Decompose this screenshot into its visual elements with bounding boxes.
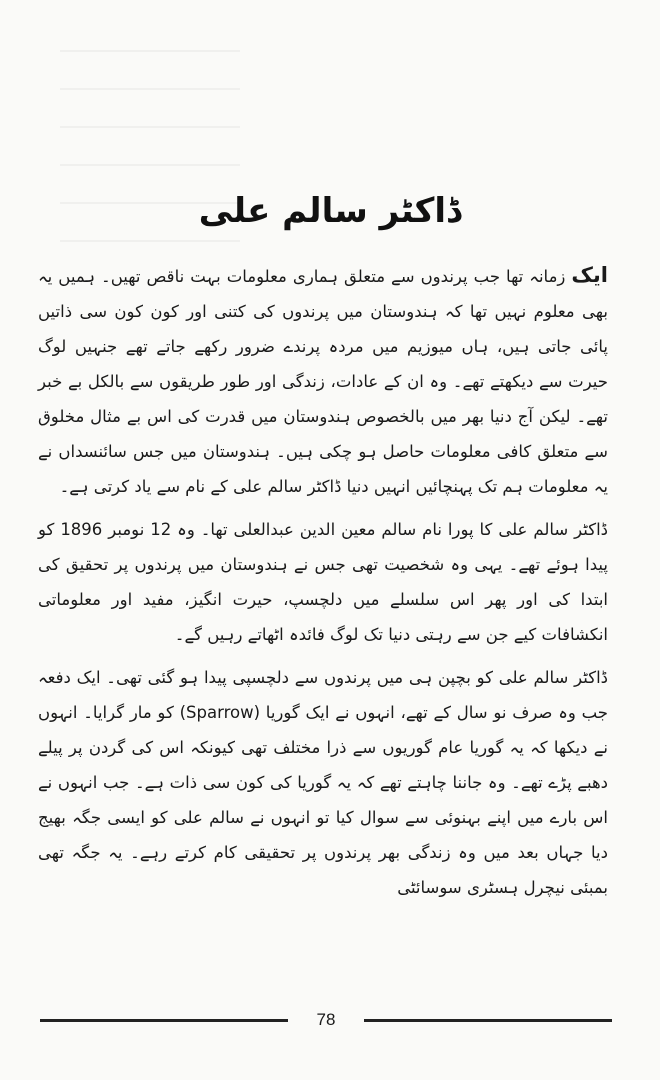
paragraph-text: ڈاکٹر سالم علی کو بچپن ہی میں پرندوں سے دلچسپی پیدا ہو گئی تھی۔ ایک دفعہ جب وہ صرف نو سال کے تھے، انہوں نے ایک گوریا (Sparrow) کو مار گرایا۔ انہوں نے دیکھا کہ یہ گوریا عام گوریوں سے ذرا مختلف تھی کیونکہ اس کی گردن پر پیلے دھبے پڑے تھے۔ وہ جاننا چاہتے تھے کہ یہ گوریا کی کون سی ذات ہے۔ جب انہوں نے اس بارے میں اپنے بہنوئی سے سوال کیا تو انہوں نے سالم علی کو ایسی جگہ بھیج دیا جہاں بعد میں وہ زندگی بھر پرندوں پر تحقیقی کام کرتے رہے۔ یہ جگہ تھی بمبئی نیچرل ہسٹری سوسائٹی (38, 668, 608, 897)
article-body (38, 258, 608, 913)
page-title: ڈاکٹر سالم علی (198, 190, 462, 231)
paragraph-1 (38, 258, 608, 504)
page-number: 78 (316, 1010, 336, 1029)
paragraph-3 (38, 660, 608, 905)
paragraph-lead-word: ایک (571, 263, 608, 287)
paragraph-text: ڈاکٹر سالم علی کا پورا نام سالم معین الدین عبدالعلی تھا۔ وہ 12 نومبر 1896 کو پیدا ہوئے تھے۔ یہی وہ شخصیت تھی جس نے ہندوستان میں پرندوں پر تحقیق کی ابتدا کی اور پھر اس سلسلے میں دلچسپ، حیرت انگیز، مفید اور معلوماتی انکشافات کیے جن سے رہتی دنیا تک لوگ فائدہ اٹھاتے رہیں گے۔ (38, 520, 608, 644)
footer-rule-right (364, 1019, 612, 1022)
paragraph-text: زمانہ تھا جب پرندوں سے متعلق ہماری معلومات بہت ناقص تھیں۔ ہمیں یہ بھی معلوم نہیں تھا کہ ہندوستان میں پرندوں کی کتنی اور کون کون سی ذاتیں پائی جاتی ہیں، ہاں میوزیم میں مردہ پرندے ضرور رکھے جاتے تھے جنہیں لوگ حیرت سے دیکھتے تھے۔ وہ ان کے عادات، زندگی اور طور طریقوں سے بالکل بے خبر تھے۔ لیکن آج دنیا بھر میں بالخصوص ہندوستان میں قدرت کی اس بے مثال مخلوق سے متعلق کافی معلومات حاصل ہو چکی ہیں۔ ہندوستان میں جس سائنسداں نے یہ معلومات ہم تک پہنچائیں انہیں دنیا ڈاکٹر سالم علی کے نام سے یاد کرتی ہے۔ (38, 267, 608, 496)
paragraph-2 (38, 512, 608, 652)
page-footer (40, 1008, 612, 1032)
